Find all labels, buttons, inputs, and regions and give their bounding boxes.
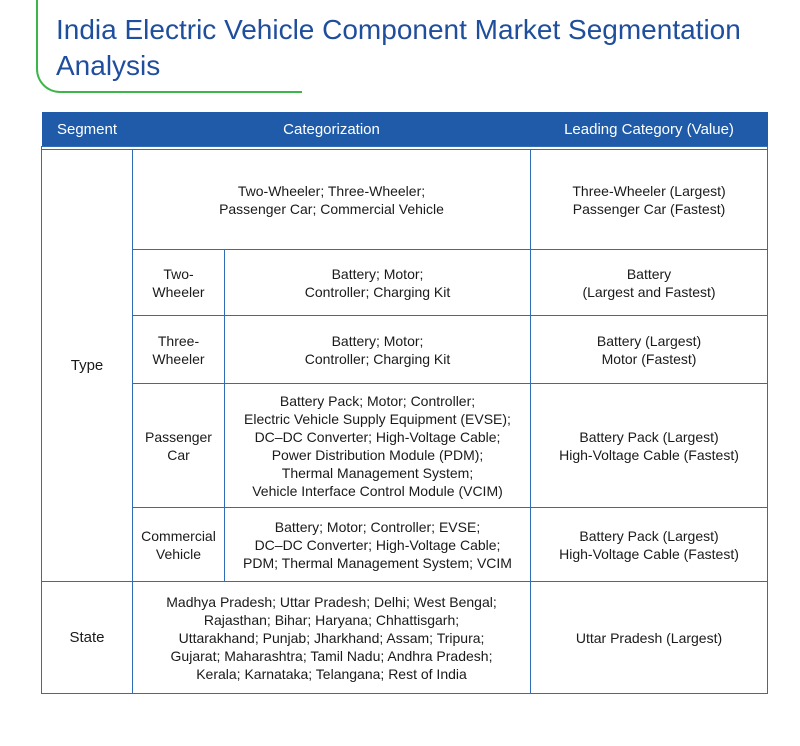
- leading-text: Battery Pack (Largest) High-Voltage Cable (Fastest): [559, 527, 739, 562]
- sub-type-label: Two- Wheeler: [152, 265, 205, 300]
- table-row: [42, 384, 768, 508]
- commercial-vehicle-categorization: [225, 508, 531, 582]
- leading-text: Battery (Largest) Motor (Fastest): [596, 332, 702, 367]
- type-overall-categorization: [133, 150, 531, 250]
- passenger-car-categorization: [225, 384, 531, 508]
- categorization-text: Battery; Motor; Controller; EVSE; DC–DC Converter; High-Voltage Cable; PDM; Thermal Management System; VCIM: [243, 518, 512, 571]
- leading-text: Battery Pack (Largest) High-Voltage Cable (Fastest): [559, 428, 739, 463]
- sub-type-two-wheeler: [133, 250, 225, 316]
- table-row: [42, 250, 768, 316]
- sub-type-passenger-car: [133, 384, 225, 508]
- segment-state-label: State: [69, 628, 105, 646]
- three-wheeler-categorization: [225, 316, 531, 384]
- segment-type-label: Type: [70, 356, 104, 374]
- commercial-vehicle-leading: [531, 508, 768, 582]
- categorization-text: Battery Pack; Motor; Controller; Electric Vehicle Supply Equipment (EVSE); DC–DC Converter; High-Voltage Cable; Power Distribution Module (PDM); Thermal Management System; Vehicle Interface Control Module (VCIM): [244, 392, 511, 499]
- table-row: [42, 316, 768, 384]
- passenger-car-leading: [531, 384, 768, 508]
- categorization-text: Battery; Motor; Controller; Charging Kit: [304, 332, 451, 367]
- state-categorization: [133, 582, 531, 694]
- sub-type-label: Three- Wheeler: [152, 332, 205, 367]
- categorization-text: Two-Wheeler; Three-Wheeler; Passenger Car; Commercial Vehicle: [219, 182, 444, 217]
- sub-type-label: Commercial Vehicle: [141, 527, 216, 562]
- segment-state-cell: [42, 582, 133, 694]
- table-row: [42, 582, 768, 694]
- leading-text: Uttar Pradesh (Largest): [575, 629, 723, 646]
- type-overall-leading: [531, 150, 768, 250]
- state-leading: [531, 582, 768, 694]
- segment-type-cell: [42, 150, 133, 582]
- page-title-text: India Electric Vehicle Component Market Segmentation Analysis: [56, 14, 741, 81]
- sub-type-commercial-vehicle: [133, 508, 225, 582]
- categorization-text: Battery; Motor; Controller; Charging Kit: [304, 265, 451, 300]
- page-title: [56, 12, 800, 84]
- leading-text: Battery (Largest and Fastest): [582, 265, 716, 300]
- two-wheeler-categorization: [225, 250, 531, 316]
- table-row: [42, 150, 768, 250]
- header-segment: Segment: [42, 112, 133, 147]
- leading-text: Three-Wheeler (Largest) Passenger Car (Fastest): [572, 182, 726, 217]
- three-wheeler-leading: [531, 316, 768, 384]
- two-wheeler-leading: [531, 250, 768, 316]
- header-leading-category: Leading Category (Value): [531, 112, 768, 147]
- categorization-text: Madhya Pradesh; Uttar Pradesh; Delhi; West Bengal; Rajasthan; Bihar; Haryana; Chhattisgarh; Uttarakhand; Punjab; Jharkhand; Assam; Tripura; Gujarat; Maharashtra; Tamil Nadu; Andhra Pradesh; Kerala; Karnataka; Telangana; Rest of India: [166, 593, 497, 682]
- table-row: [42, 508, 768, 582]
- segmentation-table: [41, 112, 768, 694]
- sub-type-label: Passenger Car: [145, 428, 212, 463]
- header-categorization: Categorization: [133, 112, 531, 147]
- sub-type-three-wheeler: [133, 316, 225, 384]
- table-header-row: [42, 112, 768, 147]
